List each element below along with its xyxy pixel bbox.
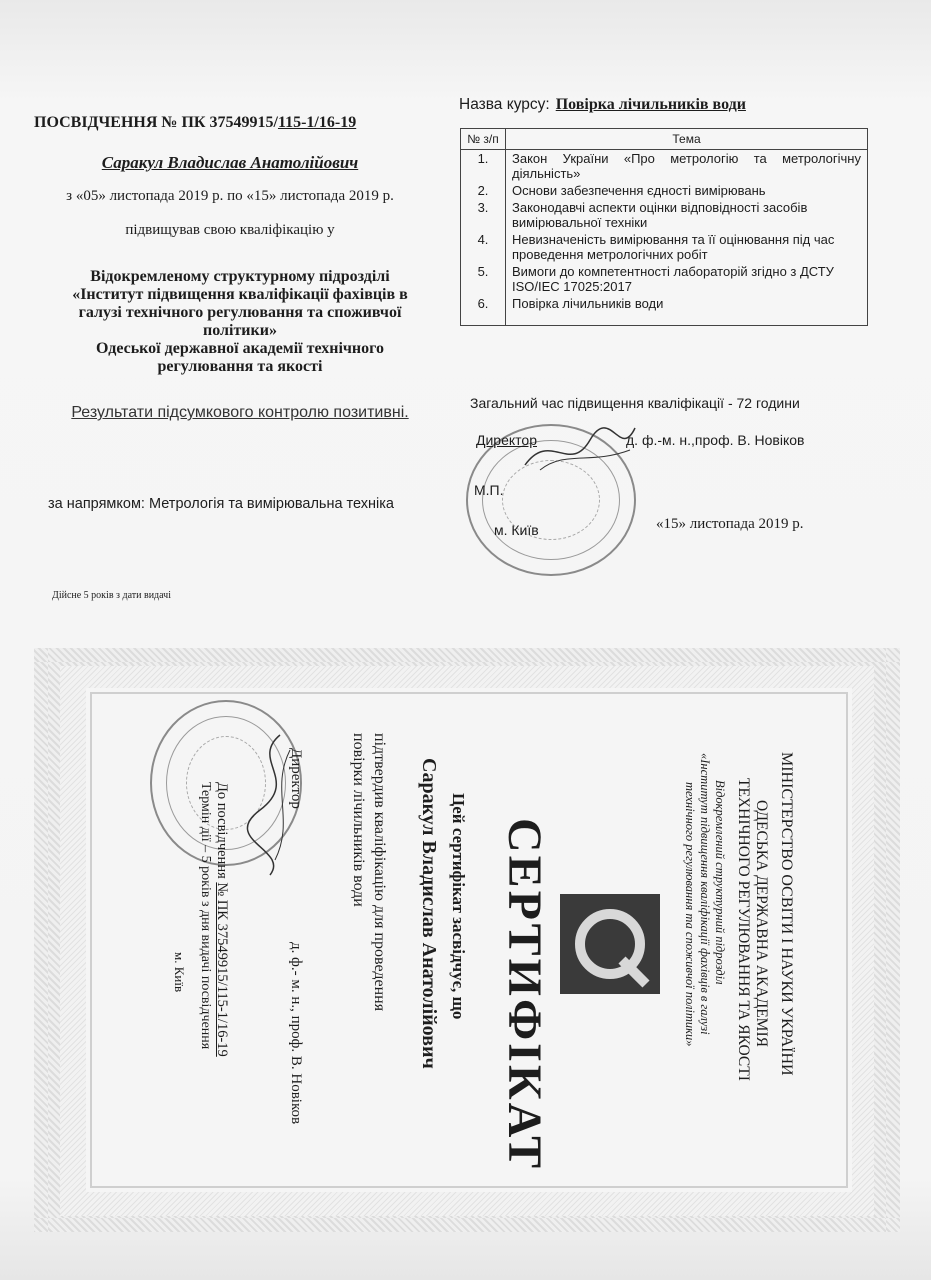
table-row: 6. Повірка лічильників води [461,295,868,326]
director-label: Директор [476,432,537,448]
cert-qualification-line2: повірки лічильників води [350,733,367,907]
institution-line: регулювання та якості [157,358,323,375]
training-period: з «05» листопада 2019 р. по «15» листопада 2019 р. [66,188,394,204]
institution-line: політики» [203,322,277,339]
improved-text: підвищував свою кваліфікацію у [125,222,335,238]
stamp-place: М.П. [474,482,504,498]
issue-date: «15» листопада 2019 р. [656,516,804,532]
cert-city: м. Київ [172,952,187,993]
cert-confirms-text: Цей сертифікат засвідчує, що [449,793,468,1020]
cert-subdivision-line3: технічного регулювання та споживчої політики» [683,782,697,1047]
result-text: Результати підсумкового контролю позитивні. [71,404,409,421]
institution-line: «Інститут підвищення кваліфікації фахівців в [72,286,408,303]
direction-text: за напрямком: Метрологія та вимірювальна техніка [48,496,394,512]
col-header-number: № з/п [461,129,506,150]
cert-director-name: д. ф.- м. н., проф. В. Новіков [288,942,304,1125]
topics-table [460,128,868,326]
table-row: 2. Основи забезпечення єдності вимірювань [461,182,868,199]
institution-name [30,268,450,376]
cert-director-label: Директор [288,748,304,809]
cert-subdivision-line1: Відокремлений структурний підрозділ [713,780,727,985]
table-row: 3. Законодавчі аспекти оцінки відповідності засобів вимірювальної техніки [461,199,868,231]
institution-line: галузі технічного регулювання та споживчої [78,304,402,321]
director-name: д. ф.-м. н.,проф. В. Новіков [626,432,805,448]
cert-holder-name: Саракул Владислав Анатолійович [418,758,440,1069]
cert-academy-line2: ТЕХНІЧНОГО РЕГУЛЮВАННЯ ТА ЯКОСТІ [735,778,752,1081]
cert-academy-line1: ОДЕСЬКА ДЕРЖАВНА АКАДЕМІЯ [753,800,770,1047]
table-row: 5. Вимоги до компетентності лабораторій згідно з ДСТУ ISO/IEC 17025:2017 [461,263,868,295]
holder-name: Саракул Владислав Анатолійович [101,153,359,172]
academy-logo-icon [560,894,660,994]
cert-reference: До посвідчення № ПК 37549915/115-1/16-19 [214,782,230,1057]
cert-validity-term: Термін дії – 5 років з дня видачі посвідчення [198,782,213,1050]
cert-number: ПОСВІДЧЕННЯ № ПК 37549915/115-1/16-19 [34,114,357,131]
cert-qualification-line1: підтвердив кваліфікацію для проведення [371,733,388,1012]
cert-title: СЕРТИФІКАТ [498,818,551,1172]
validity-note: Дійсне 5 років з дати видачі [52,590,171,601]
institution-line: Одеської державної академії технічного [95,340,384,357]
cert-ministry: МІНІСТЕРСТВО ОСВІТИ І НАУКИ УКРАЇНИ [778,752,795,1076]
cert-subdivision-line2: «Інститут підвищення кваліфікації фахівців в галузі [698,753,712,1035]
signature-top [520,420,640,480]
table-row: 4. Невизначеність вимірювання та її оцінювання під час проведення метрологічних робіт [461,231,868,263]
table-row: 1. Закон України «Про метрологію та метрологічну діяльність» [461,150,868,183]
course-title: Назва курсу: Повірка лічильників води [459,96,746,113]
institution-line: Відокремленому структурному підрозділі [90,268,390,285]
total-hours: Загальний час підвищення кваліфікації - 72 години [470,395,800,411]
director-signature-line [476,432,804,448]
col-header-topic: Тема [506,129,868,150]
city: м. Київ [494,522,539,538]
